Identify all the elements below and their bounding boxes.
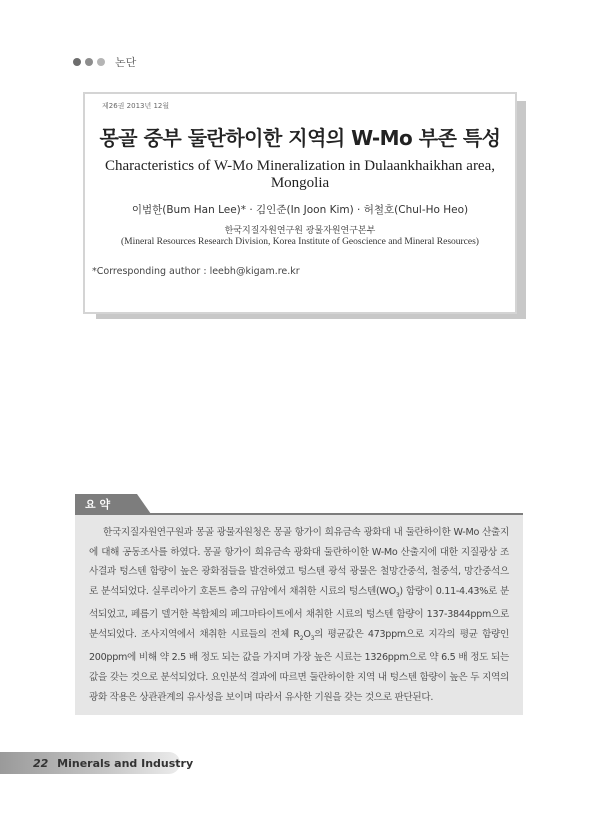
issue-info: 제26권 2013년 12월 (102, 102, 170, 110)
affiliation-korean: 한국지질자원연구원 광물자원연구본부 (224, 226, 376, 236)
abstract-heading: 요 약 (75, 494, 137, 514)
bullet-dot-icon (73, 58, 81, 66)
title-english: Characteristics of W-Mo Mineralization in Dulaankhaikhan area, Mongolia (105, 158, 495, 191)
abstract-box (75, 515, 523, 715)
authors: 이범한(Bum Han Lee)* · 김인준(In Joon Kim) · 허철호(Chul-Ho Heo) (131, 204, 469, 216)
section-header (73, 54, 136, 70)
abstract-text: 한국지질자원연구원과 몽골 광물자원청은 몽골 항가이 희유금속 광화대 내 둘란하이한 W-Mo 산출지에 대해 공동조사를 하였다. 몽골 항가이 희유금속 광화대 둘란하이한 W-Mo 산출지에 대한 지질광상 조사결과 텅스텐 함량이 높은 광화점들을 발견하였고 텅스텐 광석 광물은 철망간중석, 철중석, 망간중석으로 분석되었다. 실루리아기 호톤트 층의 규암에서 채취한 시료의 텅스텐$(WO_3)$ 함량이 0.11-4.43%로 분석되었고, 페름기 델거한 복합체의 페그마타이트에서 채취한 시료의 텅스텐 함량이 137-3844ppm으로 분석되었다. 조사지역에서 채취한 시료들의 전체 $R_2O_3$의 평균값은 473ppm으로 지각의 평균 함량인 200ppm에 비해 약 2.5 배 정도 되는 값을 가지며 가장 높은 시료는 1326ppm으로 약 6.5 배 정도 되는 값을 갖는 것으로 분석되었다. 요인분석 결과에 따르면 둘란하이한 지역 내 텅스텐 함량이 높은 두 지역의 광화 작용은 상관관계의 유사성을 보이며 따라서 유사한 기원을 갖는 것으로 판단된다. (89, 527, 509, 703)
page-number: 22 (33, 757, 49, 770)
section-label: 논단 (115, 56, 137, 69)
journal-name: Minerals and Industry (57, 757, 194, 770)
title-korean: 몽골 중부 둘란하이한 지역의 W-Mo 부존 특성 (99, 126, 501, 150)
corresponding-author: *Corresponding author : leebh@kigam.re.kr (92, 266, 300, 277)
affiliation-english: (Mineral Resources Research Division, Korea Institute of Geoscience and Mineral Resources) (121, 237, 479, 247)
bullet-dot-icon (85, 58, 93, 66)
bullet-dot-icon (97, 58, 105, 66)
footer (33, 757, 193, 770)
